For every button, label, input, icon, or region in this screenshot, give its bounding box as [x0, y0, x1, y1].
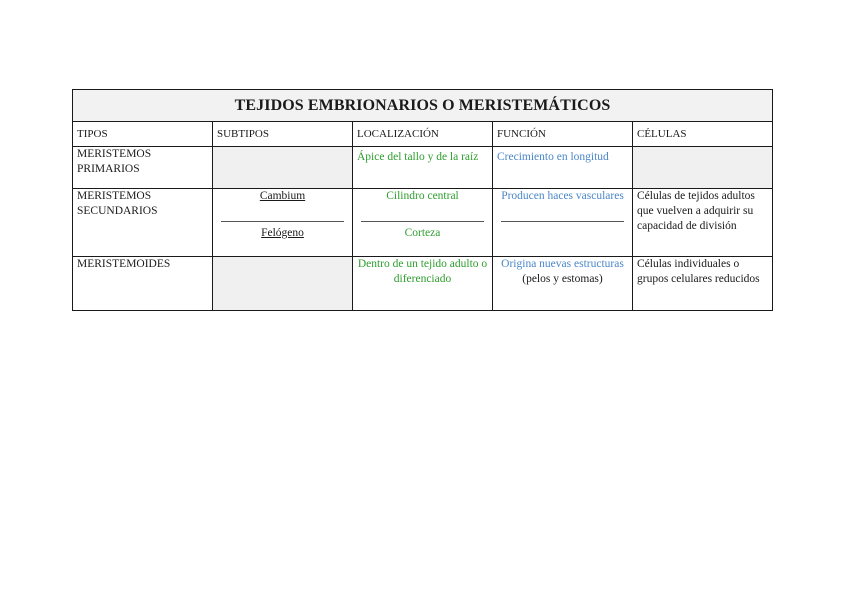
funcion-haces: Producen haces vasculares [501, 189, 624, 222]
localizacion-cilindro: Cilindro central [361, 189, 484, 222]
cell-funcion-meristemoides [493, 257, 633, 311]
row-meristemoides [73, 257, 773, 311]
row-meristemos-secundarios [73, 189, 773, 257]
header-row [73, 122, 773, 147]
localizacion-corteza: Corteza [404, 227, 441, 239]
cell-localizacion-meristemoides: Dentro de un tejido adulto o diferenciado [353, 257, 493, 311]
subtipo-bottom-wrap [217, 222, 348, 241]
cell-tipo-meristemoides: MERISTEMOIDES [73, 257, 213, 311]
table-title: TEJIDOS EMBRIONARIOS O MERISTEMÁTICOS [73, 90, 773, 122]
header-subtipos: SUBTIPOS [213, 122, 353, 147]
cell-tipo-secundarios: MERISTEMOS SECUNDARIOS [73, 189, 213, 257]
header-celulas: CÉLULAS [633, 122, 773, 147]
cell-subtipo-meristemoides-empty [213, 257, 353, 311]
cell-subtipo-primarios-empty [213, 147, 353, 189]
cell-localizacion-primarios: Ápice del tallo y de la raíz [353, 147, 493, 189]
cell-tipo-primarios: MERISTEMOS PRIMARIOS [73, 147, 213, 189]
subtipo-felogeno: Felógeno [261, 227, 304, 239]
funcion-nuevas-estructuras: Origina nuevas estructuras [501, 258, 624, 270]
row-meristemos-primarios [73, 147, 773, 189]
cell-celulas-primarios-empty [633, 147, 773, 189]
subtipo-top-wrap [221, 189, 344, 222]
cell-subtipo-secundarios [213, 189, 353, 257]
header-funcion: FUNCIÓN [493, 122, 633, 147]
subtipo-cambium: Cambium [259, 190, 306, 202]
funcion-nota: (pelos y estomas) [522, 273, 603, 285]
cell-funcion-primarios: Crecimiento en longitud [493, 147, 633, 189]
header-tipos: TIPOS [73, 122, 213, 147]
cell-localizacion-secundarios [353, 189, 493, 257]
meristem-table [72, 89, 773, 311]
header-localizacion: LOCALIZACIÓN [353, 122, 493, 147]
cell-celulas-meristemoides: Células individuales o grupos celulares reducidos [633, 257, 773, 311]
cell-funcion-secundarios [493, 189, 633, 257]
cell-celulas-secundarios: Células de tejidos adultos que vuelven a adquirir su capacidad de división [633, 189, 773, 257]
